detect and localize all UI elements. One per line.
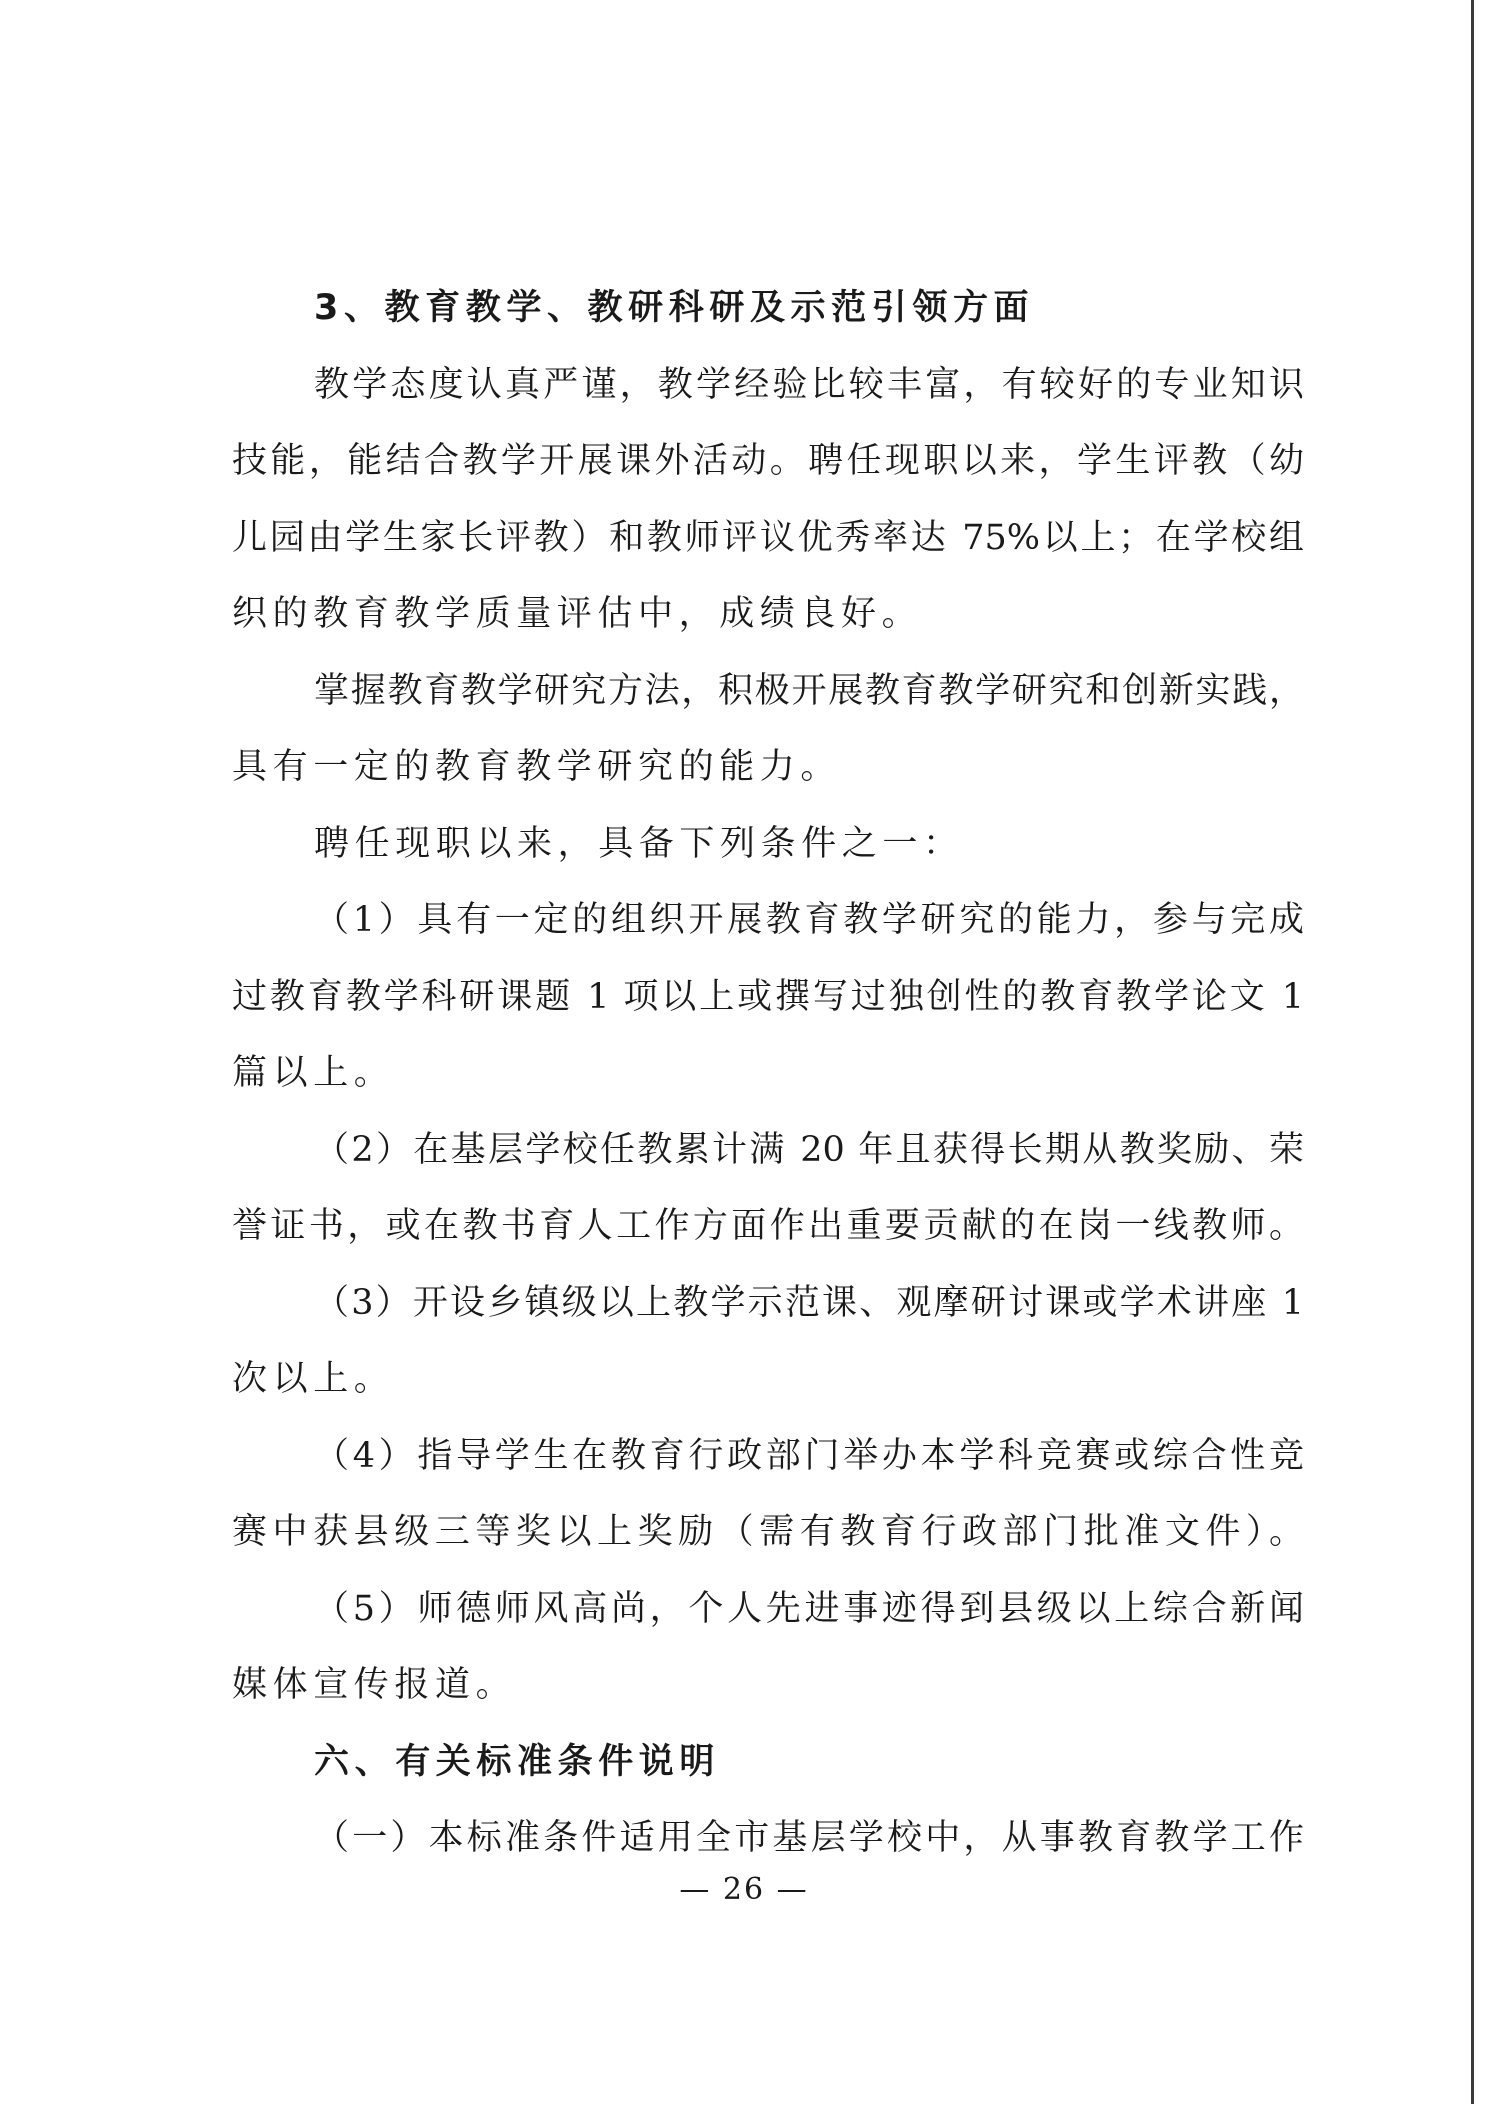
list-item-line: 誉证书，或在教书育人工作方面作出重要贡献的在岗一线教师。 <box>232 1206 1304 1246</box>
list-item-line: 篇以上。 <box>232 1053 395 1093</box>
scan-edge-line <box>1471 0 1474 2104</box>
document-body <box>232 270 1304 1877</box>
list-item-line: 赛中获县级三等奖以上奖励（需有教育行政部门批准文件）。 <box>232 1512 1304 1552</box>
list-item-line: （5）师德师风高尚，个人先进事迹得到县级以上综合新闻 <box>314 1588 1304 1629</box>
list-item-line: （2）在基层学校任教累计满 20 年且获得长期从教奖励、荣 <box>314 1129 1304 1170</box>
paragraph-line: 技能，能结合教学开展课外活动。聘任现职以来，学生评教（幼 <box>232 441 1304 481</box>
paragraph-line: 织的教育教学质量评估中，成绩良好。 <box>232 594 923 634</box>
list-item-line: （3）开设乡镇级以上教学示范课、观摩研讨课或学术讲座 1 <box>314 1282 1304 1323</box>
paragraph-line: （一）本标准条件适用全市基层学校中，从事教育教学工作 <box>314 1818 1304 1858</box>
paragraph-line: 聘任现职以来，具备下列条件之一： <box>314 823 964 864</box>
list-item-line: （1）具有一定的组织开展教育教学研究的能力，参与完成 <box>314 900 1304 940</box>
list-item-line: 次以上。 <box>232 1359 395 1399</box>
paragraph-line: 教学态度认真严谨，教学经验比较丰富，有较好的专业知识 <box>314 364 1304 405</box>
list-item-line: 媒体宣传报道。 <box>232 1665 517 1705</box>
section-heading: 六、有关标准条件说明 <box>314 1741 721 1782</box>
list-item-line: 过教育教学科研课题 1 项以上或撰写过独创性的教育教学论文 1 <box>232 976 1304 1017</box>
section-heading: 3、教育教学、教研科研及示范引领方面 <box>314 288 1035 328</box>
page-number: — 26 — <box>679 1872 809 1907</box>
list-item-line: （4）指导学生在教育行政部门举办本学科竞赛或综合性竞 <box>314 1435 1304 1476</box>
paragraph-line: 掌握教育教学研究方法，积极开展教育教学研究和创新实践， <box>314 670 1304 711</box>
paragraph-line: 具有一定的教育教学研究的能力。 <box>232 747 842 787</box>
paragraph-line: 儿园由学生家长评教）和教师评议优秀率达 75%以上；在学校组 <box>232 517 1304 558</box>
